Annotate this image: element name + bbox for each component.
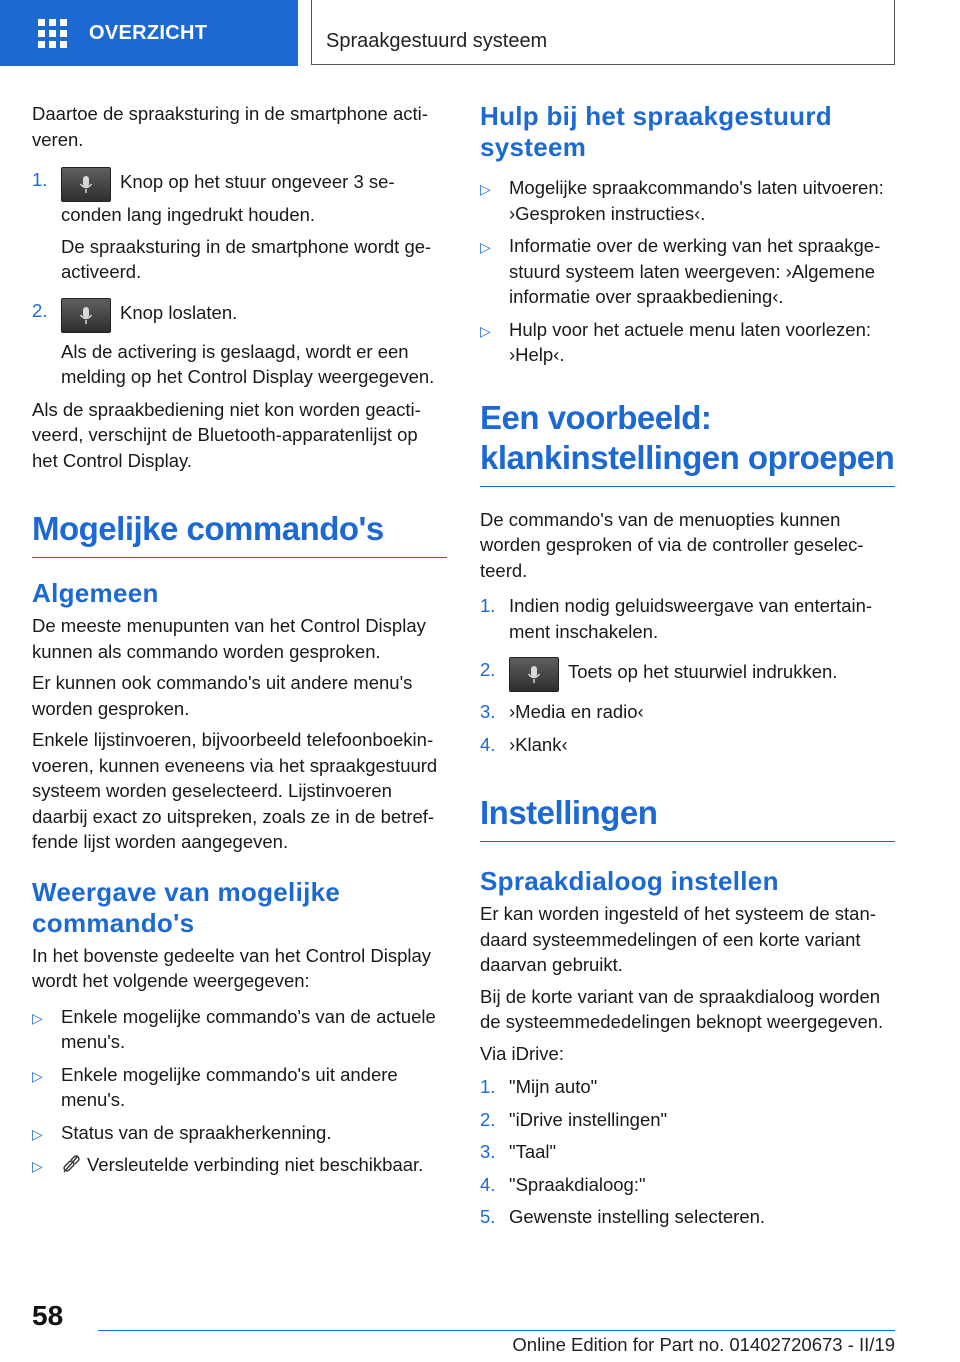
triangle-bullet-icon: ▷ [32,1067,43,1084]
step-number: 5. [480,1206,496,1227]
heading-commands: Mogelijke commando's [32,509,447,558]
step-number: 1. [480,1076,496,1097]
general-paragraph: De meeste menupunten van het Control Display kunnen als commando worden gesproken. [32,615,426,662]
footer-divider [98,1330,895,1331]
triangle-bullet-icon: ▷ [32,1158,43,1174]
step-text: Gewenste instelling selecteren. [509,1206,766,1227]
step-item [32,298,447,390]
list-item-text: Hulp voor het actuele menu laten voorlezen: ›Help‹. [509,318,871,365]
list-item-text: Status van de spraakherkenning. [61,1121,332,1143]
triangle-bullet-icon: ▷ [480,322,491,339]
step-subtext: De spraaksturing in de smartphone wordt geactiveerd. [61,235,432,282]
example-intro: De commando's van de menuopties kunnen worden gesproken of via de controller geselecteerd. [480,508,864,581]
overview-nav-button[interactable] [0,0,298,66]
step-number: 2. [480,1108,496,1130]
heading-help: Hulp bij het spraakgestuurd systeem [480,101,832,162]
microphone-button-image [61,298,111,333]
triangle-bullet-icon: ▷ [32,1125,43,1142]
dialog-paragraph: Er kan worden ingesteld of het systeem de standaard systeemmedelingen of een korte variant daarvan gebruikt. [480,903,876,975]
step-item [480,699,895,725]
list-item-text: Informatie over de werking van het spraakgestuurd systeem laten weergeven: ›Algemene informatie over spraakbediening‹. [509,235,881,307]
microphone-button-image [509,657,559,692]
step-item [480,593,895,644]
step-number: 1. [480,595,496,616]
general-paragraph: Er kunnen ook commando's uit andere menu's worden gesproken. [32,672,413,719]
list-item-text: Enkele mogelijke commando's uit andere menu's. [61,1063,398,1110]
step-item [480,1107,895,1133]
step-text: "iDrive instellingen" [509,1108,668,1130]
step-text: ›Media en radio‹ [509,701,644,722]
step-number: 2. [480,659,496,680]
dialog-paragraph: Bij de korte variant van de spraakdialoog worden de systeemmededelingen beknopt weergegeven. [480,985,884,1032]
list-item [480,233,895,310]
triangle-bullet-icon: ▷ [480,239,491,255]
general-paragraph: Enkele lijstinvoeren, bijvoorbeeld telefoonboekinvoeren, kunnen eveneens via het spraakgestuurd systeem worden geselecteerd. Lijstinvoeren daarbij exact zo uitspreken, zoals ze in de betreffende lijst worden aangegeven. [32,729,438,852]
overview-nav-label: OVERZICHT [89,21,208,44]
left-column [32,101,447,1185]
microphone-icon [79,307,93,325]
list-item-text: Versleutelde verbinding niet beschikbaar. [87,1154,424,1175]
step-text: Toets op het stuurwiel indrukken. [568,661,838,682]
list-item [480,317,895,368]
step-item [480,1172,895,1198]
list-item-text: Enkele mogelijke commando's van de actuele menu's. [61,1005,436,1052]
microphone-icon [79,176,93,194]
microphone-icon [527,666,541,684]
fail-note: Als de spraakbediening niet kon worden geactiveerd, verschijnt de Bluetooth-apparatenlijst op het Control Display. [32,398,421,471]
edition-note: Online Edition for Part no. 01402720673 - II/19 [512,1334,895,1355]
list-item [32,1004,447,1055]
step-text: Indien nodig geluidsweergave van entertainment inschakelen. [509,595,873,642]
heading-general: Algemeen [32,578,159,608]
step-text: "Spraakdialoog:" [509,1173,646,1195]
right-column [480,101,895,1237]
step-item [480,1139,895,1165]
step-item [480,732,895,758]
display-intro: In het bovenste gedeelte van het Control Display wordt het volgende weergegeven: [32,944,432,991]
heading-dialog: Spraakdialoog instellen [480,866,779,896]
step-text: "Mijn auto" [509,1076,598,1097]
step-text: Knop loslaten. [120,301,238,323]
heading-settings: Instellingen [480,793,895,842]
step-text: Knop op het stuur ongeveer 3 seconden lang ingedrukt houden. [61,171,395,225]
step-item [480,657,895,692]
list-item [32,1120,447,1146]
crossed-link-icon [61,1154,81,1174]
step-text: "Taal" [509,1141,557,1162]
list-item [32,1152,447,1178]
heading-example: Een voorbeeld: klankinstellingen oproepen [480,398,895,487]
list-item [480,175,895,226]
heading-display: Weergave van mogelijke commando's [32,876,341,938]
section-title-tab [311,0,895,65]
list-item-text: Mogelijke spraakcommando's laten uitvoeren: ›Gesproken instructies‹. [509,177,884,224]
step-number: 1. [32,169,48,190]
dialog-paragraph: Via iDrive: [480,1042,564,1064]
step-number: 2. [32,299,48,321]
step-text: ›Klank‹ [509,733,568,755]
step-number: 3. [480,701,496,722]
section-title: Spraakgestuurd systeem [326,30,548,52]
step-subtext: Als de activering is geslaagd, wordt er een melding op het Control Display weergegeven. [61,340,435,387]
step-number: 4. [480,733,496,755]
intro-text: Daartoe de spraaksturing in de smartphone activeren. [32,103,428,150]
triangle-bullet-icon: ▷ [480,181,491,197]
list-item [32,1062,447,1113]
microphone-button-image [61,167,111,202]
grid-icon [38,19,67,48]
triangle-bullet-icon: ▷ [32,1009,43,1026]
step-item [480,1204,895,1230]
page-number: 58 [32,1300,64,1331]
step-item [480,1074,895,1100]
step-number: 4. [480,1173,496,1195]
step-number: 3. [480,1141,496,1162]
step-item [32,167,447,285]
